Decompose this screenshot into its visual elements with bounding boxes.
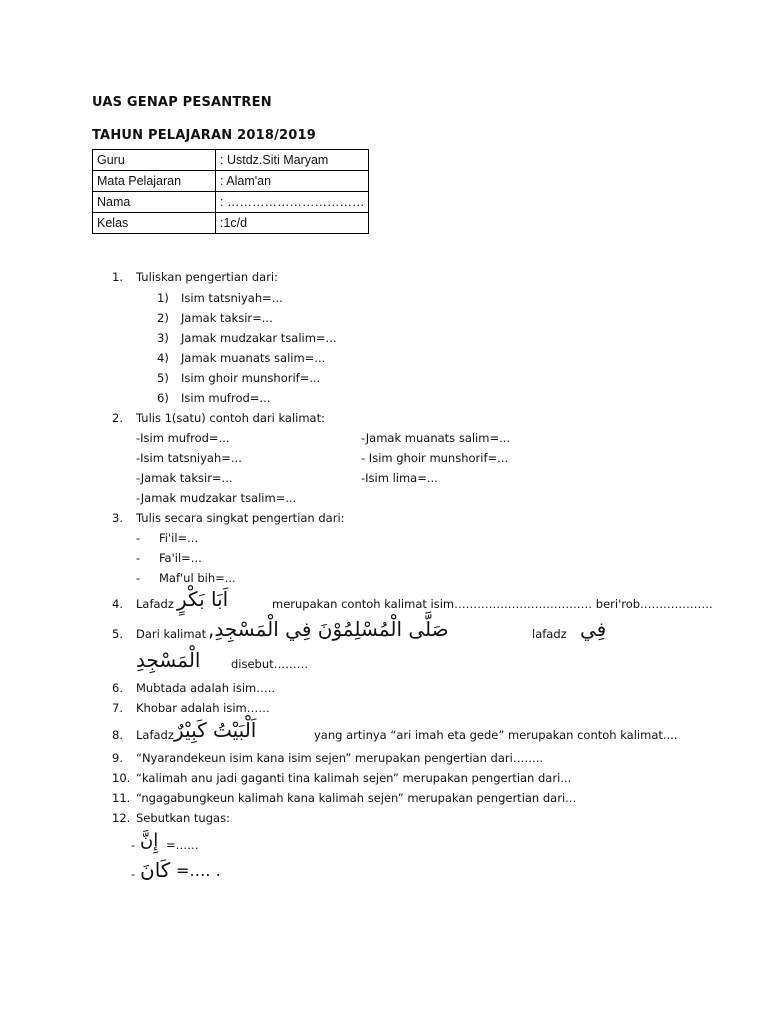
arabic-phrase: اَبَا بَكْرٍ (177, 587, 229, 611)
question-number: 9. (112, 751, 123, 765)
question-number: 2. (112, 411, 123, 425)
question-text: Mubtada adalah isim….. (136, 681, 276, 695)
example-left: -Jamak mudzakar tsalim=... (136, 491, 297, 505)
sub-dash: - (136, 531, 141, 545)
sub-number: 1) (157, 291, 169, 305)
table-row (93, 150, 369, 171)
question-text: Tulis secara singkat pengertian dari: (136, 511, 345, 525)
sub-text: Jamak mudzakar tsalim=... (181, 331, 337, 345)
info-label: Guru (93, 150, 216, 171)
question-text: Lafadz (136, 728, 174, 742)
question-number: 5. (112, 627, 123, 641)
info-label: Mata Pelajaran (93, 171, 216, 192)
sub-text: Fi'il=... (159, 531, 199, 545)
arabic-word: إِنَّ (140, 830, 159, 851)
exam-title: UAS GENAP PESANTREN (92, 95, 272, 110)
table-row (93, 213, 369, 234)
question-text: Tulis 1(satu) contoh dari kalimat: (136, 411, 325, 425)
sub-number: 5) (157, 371, 169, 385)
question-number: 8. (112, 728, 123, 742)
sub-text: =…. . (176, 861, 221, 880)
sub-dash: - (136, 551, 141, 565)
example-right: - Isim ghoir munshorif=... (361, 451, 509, 465)
example-right: -Jamak muanats salim=... (361, 431, 511, 445)
sub-text: Fa'il=... (159, 551, 202, 565)
info-value: : Ustdz.Siti Maryam (216, 150, 369, 171)
question-number: 6. (112, 681, 123, 695)
sub-text: Isim tatsniyah=... (181, 291, 283, 305)
sub-text: Maf'ul bih=... (159, 571, 236, 585)
sub-text: Jamak taksir=... (181, 311, 273, 325)
question-text: Khobar adalah isim…… (136, 701, 270, 715)
question-text: Lafadz (136, 597, 174, 611)
question-number: 12. (112, 811, 131, 825)
question-number: 1. (112, 270, 123, 284)
question-text: lafadz (532, 627, 567, 641)
info-value: : …………………………… (216, 192, 369, 213)
question-text: “ngagabungkeun kalimah kana kalimah sejen” merupakan pengertian dari... (136, 791, 577, 805)
sub-text: Isim ghoir munshorif=... (181, 371, 321, 385)
question-number: 3. (112, 511, 123, 525)
arabic-word: كَانَ (140, 858, 171, 882)
example-left: -Jamak taksir=... (136, 471, 233, 485)
table-row (93, 171, 369, 192)
sub-text: Isim mufrod=... (181, 391, 271, 405)
sub-number: 3) (157, 331, 169, 345)
question-text: Tuliskan pengertian dari: (136, 270, 279, 284)
question-text: disebut……… (231, 657, 309, 671)
question-text: merupakan contoh kalimat isim……………………………… beri'rob………………. (272, 597, 713, 611)
info-value: :1c/d (216, 213, 369, 234)
sub-number: 4) (157, 351, 169, 365)
sub-number: 6) (157, 391, 169, 405)
example-left: -Isim mufrod=... (136, 431, 230, 445)
arabic-phrase: فِي (580, 617, 607, 641)
question-number: 11. (112, 791, 131, 805)
info-value: : Alam'an (216, 171, 369, 192)
question-text: “Nyarandekeun isim kana isim sejen” merupakan pengertian dari…….. (136, 751, 544, 765)
arabic-phrase: الْمَسْجِدِ (136, 648, 201, 672)
info-label: Nama (93, 192, 216, 213)
question-number: 4. (112, 597, 123, 611)
arabic-phrase: صَلَّى الْمُسْلِمُوْنَ فِي الْمَسْجِدِ, (208, 617, 449, 641)
question-text: Dari kalimat (136, 627, 207, 641)
example-right: -Isim lima=... (361, 471, 438, 485)
sub-number: 2) (157, 311, 169, 325)
table-row (93, 192, 369, 213)
question-text: Sebutkan tugas: (136, 811, 230, 825)
arabic-phrase: اَلْبَيْتُ كَبِيْرٌ (174, 718, 257, 742)
academic-year: TAHUN PELAJARAN 2018/2019 (92, 128, 317, 143)
info-label: Kelas (93, 213, 216, 234)
sub-dash: - (131, 867, 136, 881)
sub-dash: - (136, 571, 141, 585)
question-number: 7. (112, 701, 123, 715)
sub-text: Jamak muanats salim=... (181, 351, 326, 365)
question-text: yang artinya “ari imah eta gede” merupakan contoh kalimat.... (314, 728, 678, 742)
example-left: -Isim tatsniyah=... (136, 451, 242, 465)
info-table (92, 149, 369, 234)
sub-text: =…… (166, 838, 199, 852)
sub-dash: - (131, 838, 136, 852)
question-text: “kalimah anu jadi gaganti tina kalimah sejen” merupakan pengertian dari... (136, 771, 572, 785)
question-number: 10. (112, 771, 131, 785)
